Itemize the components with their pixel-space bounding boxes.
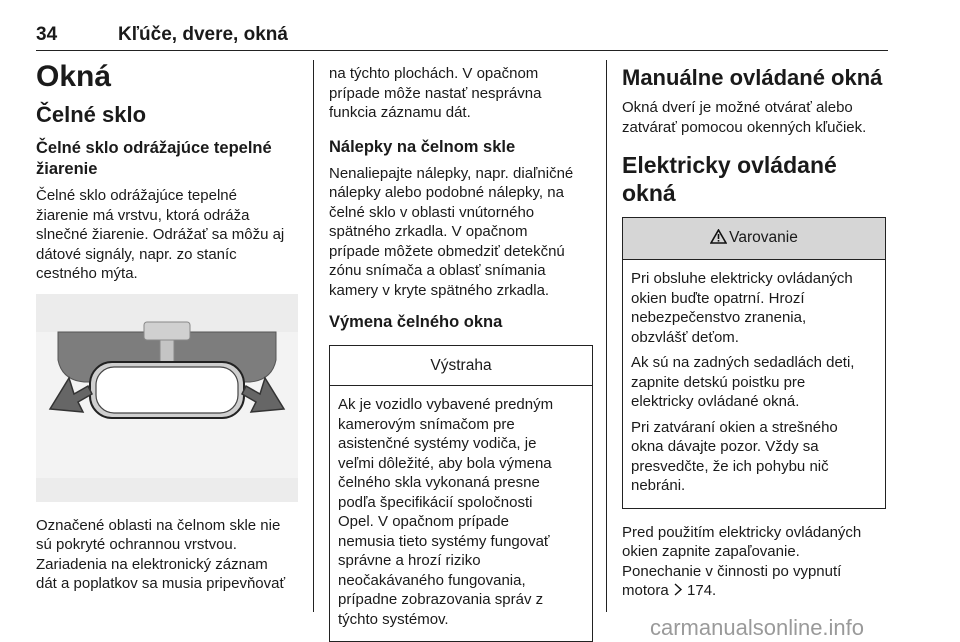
- warning-text: Pri obsluhe elektricky ovládaných okien buďte opatrní. Hrozí nebezpečenstvo zranenia, obzvlášť deťom.: [631, 270, 853, 346]
- subsection-heading: Čelné sklo odrážajúce tepelné žiarenie: [36, 139, 272, 178]
- reference-arrow-icon: [673, 582, 683, 602]
- subsection-heading: Výmena čelného okna: [329, 313, 503, 331]
- column-right: [622, 58, 886, 602]
- paragraph: Čelné sklo odrážajúce tepelné žiarenie má vrstvu, ktorá odráža slnečné žiarenie. Odrážať sa môžu aj dátové signály, napr. zo staníc cestného mýta.: [36, 187, 285, 282]
- warning-text: Pri zatváraní okien a strešného okna dávajte pozor. Vždy sa presvedčte, že ich pohybu nič nebráni.: [631, 418, 838, 494]
- page-title: Okná: [36, 60, 112, 93]
- section-heading: Elektricky ovládané okná: [622, 152, 837, 206]
- watermark: carmanualsonline.info: [650, 615, 865, 640]
- warning-box: [622, 217, 886, 509]
- windshield-mirror-illustration: [36, 294, 298, 502]
- page-header: [36, 22, 888, 51]
- paragraph: Okná dverí je možné otvárať alebo zatvárať pomocou okenných kľučiek.: [622, 99, 867, 136]
- page-number: 34: [36, 24, 58, 45]
- subsection-heading: Nálepky na čelnom skle: [329, 137, 516, 156]
- warning-title: Varovanie: [729, 229, 798, 246]
- warning-triangle-icon: [710, 229, 727, 249]
- paragraph: na týchto plochách. V opačnom prípade môže nastať nesprávna funkcia záznamu dát.: [329, 65, 542, 121]
- caution-box: [329, 345, 593, 642]
- warning-header: [623, 218, 885, 260]
- caution-text: Ak je vozidlo vybavené predným kamerovým snímačom pre asistenčné systémy vodiča, je veľmi dôležité, aby bola výmena čelného skla vykonaná presne podľa špecifikácií spoločnosti Opel. V opačnom prípade nemusia tieto systémy fungovať správne a hrozí riziko neočakávaného fungovania, prípadne zobrazovania správ z týchto systémov.: [338, 396, 554, 628]
- section-heading: Čelné sklo: [36, 102, 147, 127]
- chapter-title: Kľúče, dvere, okná: [118, 24, 288, 45]
- reference-page: 174.: [687, 582, 717, 599]
- column-divider: [606, 60, 607, 612]
- paragraph: Nenaliepajte nálepky, napr. diaľničné nálepky alebo podobné nálepky, na čelné sklo v oblasti vnútorného spätného zrkadla. V opačnom prípade môžete obmedziť detekčnú zónu snímača a oblasť snímania kamery v kryte spätného zrkadla.: [329, 164, 574, 299]
- page-reference-link[interactable]: [673, 582, 716, 599]
- mirror-diagram: [36, 294, 298, 502]
- paragraph: Pred použitím elektricky ovládaných okien zapnite zapaľovanie. Ponechanie v činnosti po vypnutí motora: [622, 523, 862, 599]
- warning-text: Ak sú na zadných sedadlách deti, zapnite detskú poistku pre elektricky ovládané okná.: [631, 354, 855, 410]
- caution-title: Výstraha: [330, 346, 592, 386]
- section-heading: Manuálne ovládané okná: [622, 65, 883, 90]
- column-divider: [313, 60, 314, 612]
- paragraph: Označené oblasti na čelnom skle nie sú pokryté ochrannou vrstvou. Zariadenia na elektronický záznam dát a poplatkov sa musia pripevňovať: [36, 516, 286, 592]
- column-left: [36, 58, 300, 604]
- column-middle: [329, 58, 593, 642]
